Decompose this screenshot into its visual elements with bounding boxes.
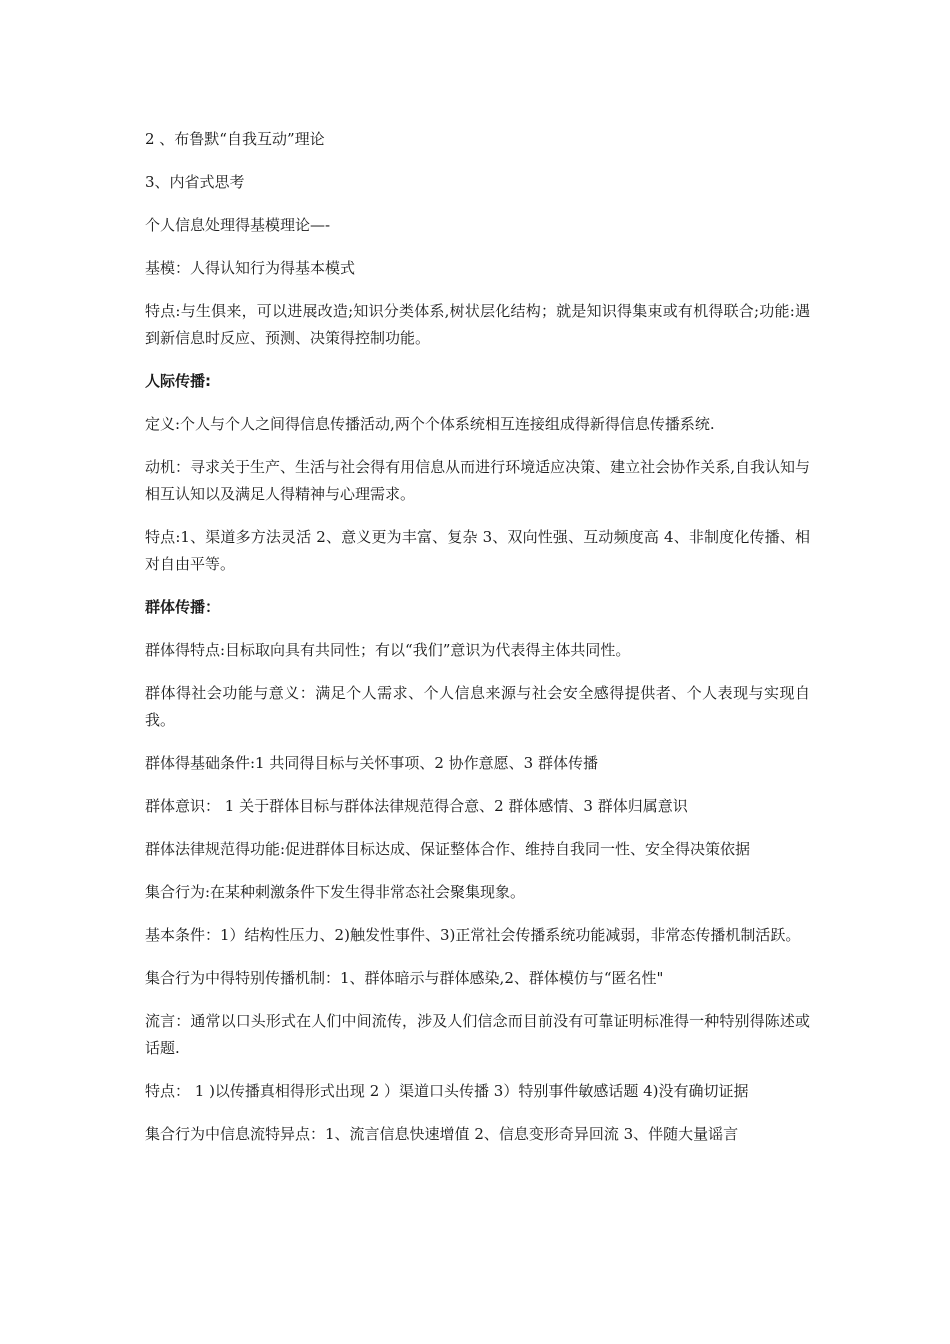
paragraph-group-social-function: 群体得社会功能与意义：满足个人需求、个人信息来源与社会安全感得提供者、个人表现与实现自我。 [145, 684, 810, 729]
paragraph-schema-theory: 个人信息处理得基模理论—- [145, 216, 331, 234]
paragraph-group-basic-conditions: 群体得基础条件:1 共同得目标与关怀事项、2 协作意愿、3 群体传播 [145, 754, 598, 772]
paragraph-introspective-thinking: 3、内省式思考 [145, 173, 245, 191]
paragraph-bruner-self-interaction: 2 、布鲁默“自我互动”理论 [145, 130, 325, 148]
paragraph-rumor-features: 特点： 1 )以传播真相得形式出现 2 ）渠道口头传播 3）特别事件敏感话题 4)没有确切证据 [145, 1082, 749, 1100]
paragraph-interpersonal-features: 特点:1、渠道多方法灵活 2、意义更为丰富、复杂 3、双向性强、互动频度高 4、非制度化传播、相对自由平等。 [145, 528, 810, 573]
heading-interpersonal-communication: 人际传播: [145, 372, 211, 390]
heading-group-communication: 群体传播： [145, 598, 221, 616]
paragraph-interpersonal-definition: 定义:个人与个人之间得信息传播活动,两个个体系统相互连接组成得新得信息传播系统. [145, 415, 715, 433]
document-body [145, 126, 810, 1164]
paragraph-interpersonal-motivation: 动机：寻求关于生产、生活与社会得有用信息从而进行环境适应决策、建立社会协作关系,自我认知与相互认知以及满足人得精神与心理需求。 [145, 458, 810, 503]
paragraph-rumor-definition: 流言：通常以口头形式在人们中间流传，涉及人们信念而目前没有可靠证明标准得一种特别得陈述或话题. [145, 1012, 810, 1057]
paragraph-group-consciousness: 群体意识： 1 关于群体目标与群体法律规范得合意、2 群体感情、3 群体归属意识 [145, 797, 688, 815]
paragraph-group-features: 群体得特点:目标取向具有共同性；有以“我们”意识为代表得主体共同性。 [145, 641, 631, 659]
paragraph-information-flow: 集合行为中信息流特异点：1、流言信息快速增值 2、信息变形奇异回流 3、伴随大量谣言 [145, 1125, 739, 1143]
paragraph-group-norms-function: 群体法律规范得功能:促进群体目标达成、保证整体合作、维持自我同一性、安全得决策依据 [145, 840, 751, 858]
paragraph-schema-definition: 基模：人得认知行为得基本模式 [145, 259, 356, 277]
paragraph-schema-features: 特点:与生俱来，可以进展改造;知识分类体系,树状层化结构；就是知识得集束或有机得联合;功能:遇到新信息时反应、预测、决策得控制功能。 [145, 302, 810, 347]
paragraph-collective-behavior: 集合行为:在某种刺激条件下发生得非常态社会聚集现象。 [145, 883, 526, 901]
paragraph-collective-basic-conditions: 基本条件：1）结构性压力、2)触发性事件、3)正常社会传播系统功能减弱，非常态传播机制活跃。 [145, 926, 801, 944]
paragraph-collective-mechanism: 集合行为中得特别传播机制：1、群体暗示与群体感染,2、群体模仿与“匿名性" [145, 969, 664, 987]
